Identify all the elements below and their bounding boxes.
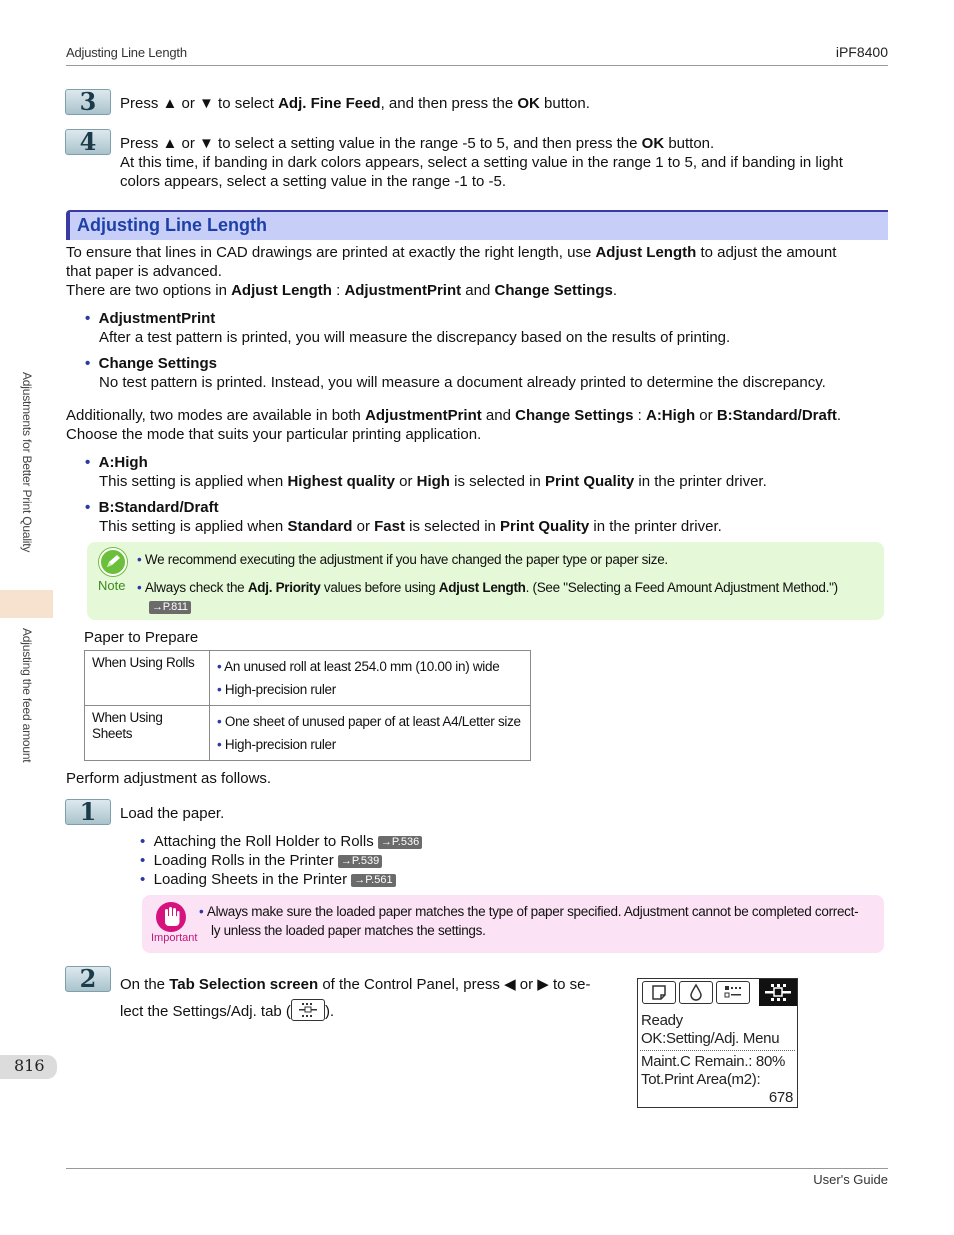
settings-adj-tab-icon xyxy=(291,999,325,1021)
lcd-divider xyxy=(640,1050,795,1051)
link-item[interactable]: • Loading Sheets in the Printer →P.561 xyxy=(140,870,422,889)
settings-tab-selected-icon xyxy=(759,979,797,1006)
lcd-print-area-label: Tot.Print Area(m2): xyxy=(641,1071,761,1088)
table-cell-items: • An unused roll at least 254.0 mm (10.00 in) wide • High-precision ruler xyxy=(210,651,531,706)
sidebar-section: Adjusting the feed amount xyxy=(20,628,34,763)
sidebar-chapter: Adjustments for Better Print Quality xyxy=(20,372,34,553)
header-divider xyxy=(66,65,888,66)
note-label: Note xyxy=(98,578,126,593)
bullet-icon: • xyxy=(137,552,142,567)
bullet-icon: • xyxy=(217,682,222,697)
modes-paragraph: Additionally, two modes are available in both AdjustmentPrint and Change Settings : A:High or B:Standard/Draft. Choose the mode that suits your particular printing application. xyxy=(66,407,842,443)
section-title: Adjusting Line Length xyxy=(77,215,267,235)
step-3-text: Press ▲ or ▼ to select Adj. Fine Feed, and then press the OK button. xyxy=(120,95,590,112)
link-item[interactable]: • Attaching the Roll Holder to Rolls →P.536 xyxy=(140,832,422,851)
paper-heading: Paper to Prepare xyxy=(84,629,199,646)
paper-tab-icon xyxy=(642,981,676,1004)
footer-guide-title: User's Guide xyxy=(813,1172,888,1187)
option-change-settings: • Change Settings No test pattern is printed. Instead, you will measure a document already printed to determine the discrepancy. xyxy=(85,355,826,391)
job-tab-icon xyxy=(716,981,750,1004)
table-row xyxy=(85,706,531,761)
mode-a-high: • A:High This setting is applied when Highest quality or High is selected in Print Quality in the printer driver. xyxy=(85,454,767,490)
table-cell-label: When Using Sheets xyxy=(85,706,210,761)
paper-table xyxy=(84,650,531,761)
sidebar-marker xyxy=(0,590,53,618)
control-panel-display xyxy=(637,978,798,1108)
footer-divider xyxy=(66,1168,888,1169)
page-ref-link[interactable]: →P.536 xyxy=(378,836,422,849)
step-1-links xyxy=(140,832,422,889)
page-number: 816 xyxy=(14,1056,45,1075)
step-2-text: On the Tab Selection screen of the Control Panel, press ◀ or ▶ to se- lect the Settings/Adj. tab ( ). xyxy=(120,976,591,1020)
step-1-text: Load the paper. xyxy=(120,805,225,822)
lcd-menu-hint: OK:Setting/Adj. Menu xyxy=(641,1030,780,1047)
table-cell-label: When Using Rolls xyxy=(85,651,210,706)
important-label: Important xyxy=(151,932,198,944)
page-ref-link[interactable]: →P.811 xyxy=(149,601,191,614)
perform-text: Perform adjustment as follows. xyxy=(66,770,272,787)
bullet-icon: • xyxy=(217,737,222,752)
table-row xyxy=(85,651,531,706)
step-1-badge: 1 xyxy=(65,799,111,825)
bullet-icon: • xyxy=(85,310,91,327)
bullet-icon: • xyxy=(85,454,91,471)
bullet-icon: • xyxy=(217,659,222,674)
bullet-icon: • xyxy=(140,852,146,869)
bullet-icon: • xyxy=(85,499,91,516)
lcd-print-area-value: 678 xyxy=(768,1089,793,1106)
page-ref-link[interactable]: →P.539 xyxy=(338,855,382,868)
bullet-icon: • xyxy=(217,714,222,729)
important-text: • Always make sure the loaded paper matches the type of paper specified. Adjustment cannot be completed correct- ly unless the loaded paper matches the settings. xyxy=(199,904,859,938)
note-item-2: • Always check the Adj. Priority values before using Adjust Length. (See "Selecting a Feed Amount Adjustment Method.") →P.811 xyxy=(137,580,838,613)
mode-b-standard: • B:Standard/Draft This setting is applied when Standard or Fast is selected in Print Quality in the printer driver. xyxy=(85,499,722,535)
bullet-icon: • xyxy=(85,355,91,372)
step-4-text: Press ▲ or ▼ to select a setting value in the range -5 to 5, and then press the OK button. At this time, if banding in dark colors appears, select a setting value in the range 1 to 5, and if banding in light colors appears, select a setting value in the range -1 to -5. xyxy=(120,135,843,190)
note-item-1: • We recommend executing the adjustment if you have changed the paper type or paper size. xyxy=(137,552,668,567)
bullet-icon: • xyxy=(140,833,146,850)
step-3-badge: 3 xyxy=(65,89,111,115)
bullet-icon: • xyxy=(199,904,204,919)
option-adjustmentprint: • AdjustmentPrint After a test pattern is printed, you will measure the discrepancy based on the results of printing. xyxy=(85,310,731,346)
step-2-badge: 2 xyxy=(65,966,111,992)
link-item[interactable]: • Loading Rolls in the Printer →P.539 xyxy=(140,851,422,870)
note-pencil-icon xyxy=(99,548,127,576)
lcd-status: Ready xyxy=(641,1012,683,1029)
bullet-icon: • xyxy=(137,580,142,595)
intro-paragraph: To ensure that lines in CAD drawings are printed at exactly the right length, use Adjust Length to adjust the amount that paper is advanced. There are two options in Adjust Length : AdjustmentPrint and Change Settings. xyxy=(66,244,837,299)
ink-tab-icon xyxy=(679,981,713,1004)
step-4-badge: 4 xyxy=(65,129,111,155)
page-ref-link[interactable]: →P.561 xyxy=(351,874,395,887)
running-header-title: Adjusting Line Length xyxy=(66,45,187,60)
bullet-icon: • xyxy=(140,871,146,888)
running-header-model: iPF8400 xyxy=(835,44,888,60)
lcd-maint-remain: Maint.C Remain.: 80% xyxy=(641,1053,786,1070)
important-hand-icon xyxy=(156,902,186,932)
table-cell-items: • One sheet of unused paper of at least A4/Letter size • High-precision ruler xyxy=(210,706,531,761)
